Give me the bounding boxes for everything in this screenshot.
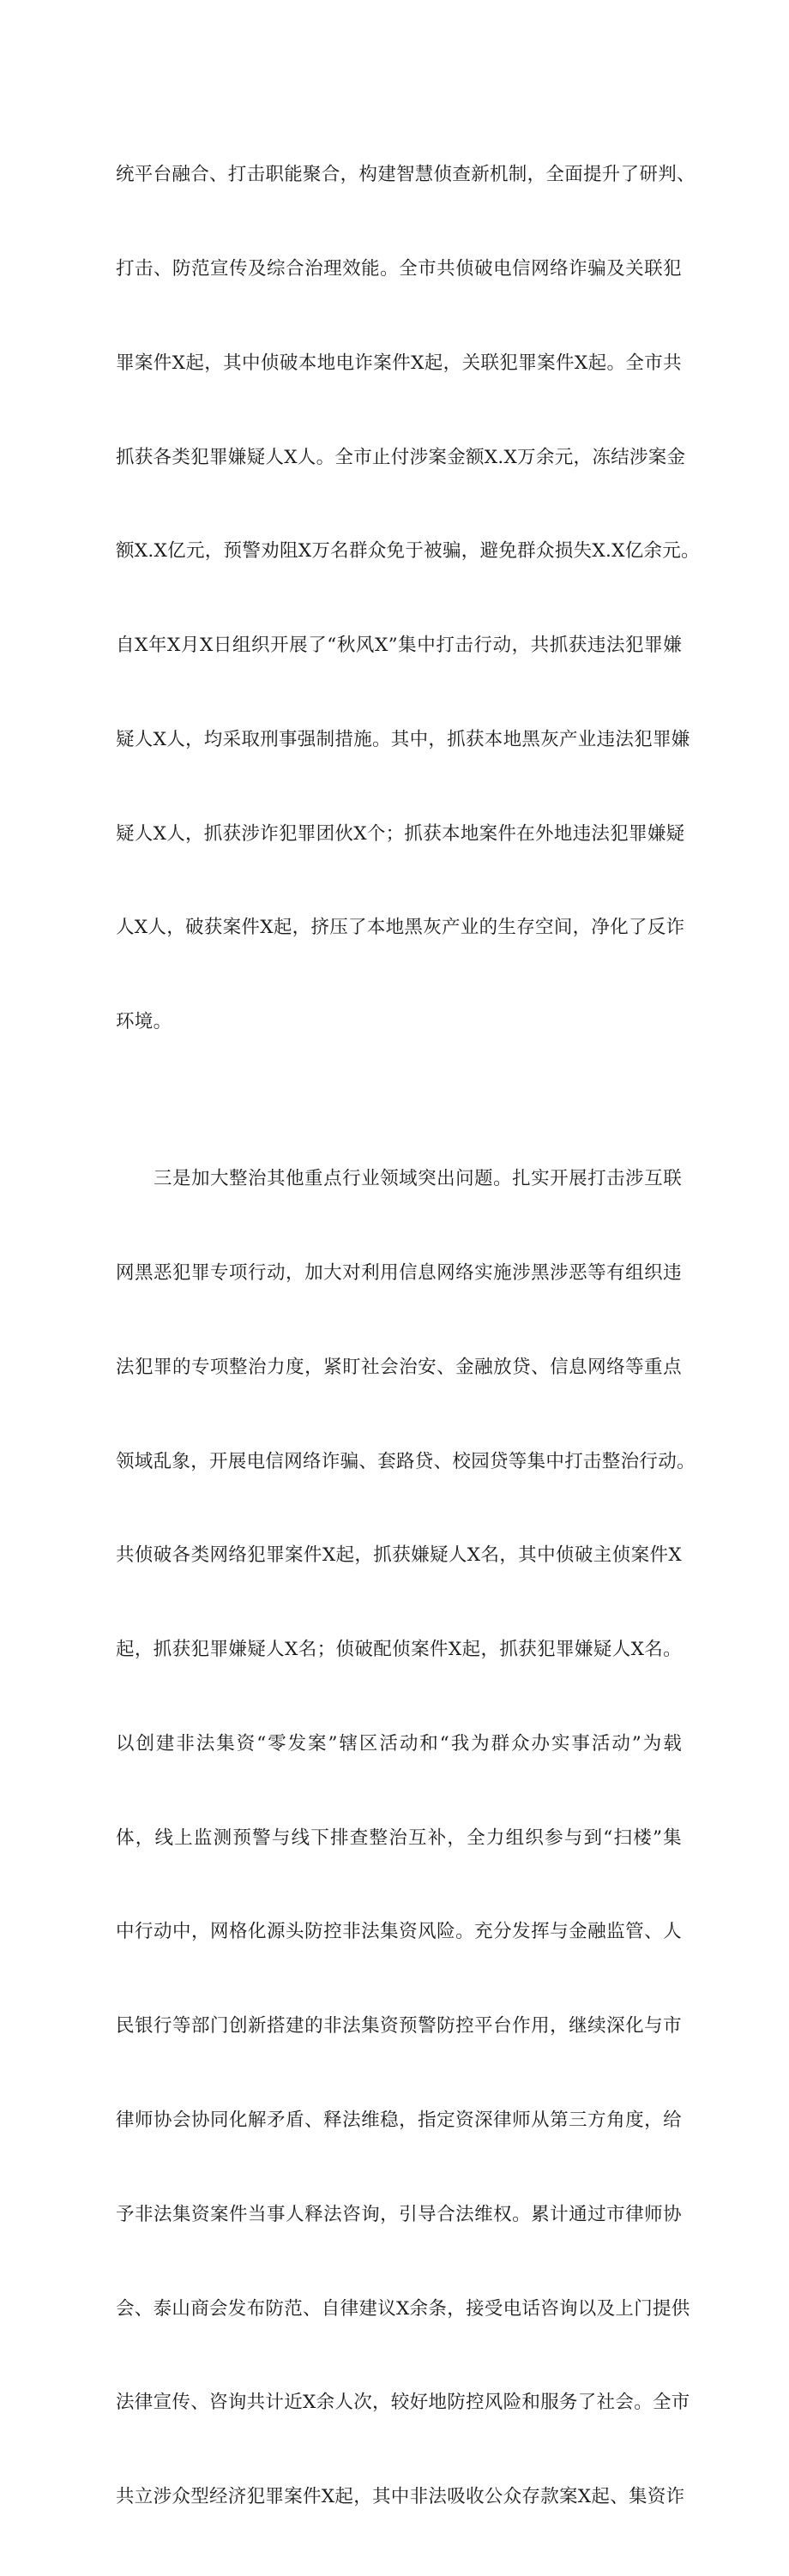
- text-line: 抓获各类犯罪嫌疑人X人。全市止付涉案金额X.X万余元，冻结涉案金: [116, 446, 686, 468]
- text-line: 人X人，破获案件X起，挤压了本地黑灰产业的生存空间，净化了反诈: [116, 917, 685, 939]
- text-line: 额X.X亿元，预警劝阻X万名群众免于被骗，避免群众损失X.X亿余元。: [116, 540, 700, 563]
- text-line: 罪案件X起，其中侦破本地电诈案件X起，关联犯罪案件X起。全市共: [116, 352, 682, 374]
- document-body: [116, 97, 700, 2576]
- text-line: 起，抓获犯罪嫌疑人X名；侦破配侦案件X起，抓获犯罪嫌疑人X名。: [116, 1639, 682, 1661]
- text-line: 统平台融合、打击职能聚合，构建智慧侦查新机制，全面提升了研判、: [116, 164, 696, 186]
- text-line: 共侦破各类网络犯罪案件X起，抓获嫌疑人X名，其中侦破主侦案件X: [116, 1544, 682, 1567]
- text-line: 以创建非法集资“零发案”辖区活动和“我为群众办实事活动”为载: [116, 1732, 682, 1754]
- text-line: 中行动中，网格化源头防控非法集资风险。充分发挥与金融监管、人: [116, 1921, 682, 1943]
- text-line: 网黑恶犯罪专项行动，加大对利用信息网络实施涉黑涉恶等有组织违: [116, 1261, 682, 1284]
- text-line: 予非法集资案件当事人释法咨询，引导合法维权。累计通过市律师协: [116, 2203, 682, 2225]
- text-line: 自X年X月X日组织开展了“秋风X”集中打击行动，共抓获违法犯罪嫌: [116, 635, 682, 657]
- text-line: 会、泰山商会发布防范、自律建议X余条，接受电话咨询以及上门提供: [116, 2297, 690, 2320]
- text-line: 律师协会协同化解矛盾、释法维稳，指定资深律师从第三方角度，给: [116, 2110, 682, 2131]
- text-line: 法律宣传、咨询共计近X余人次，较好地防控风险和服务了社会。全市: [116, 2392, 690, 2414]
- text-line: 环境。: [116, 1011, 172, 1033]
- text-line: 领域乱象，开展电信网络诈骗、套路贷、校园贷等集中打击整治行动。: [116, 1450, 696, 1472]
- text-line: 疑人X人，均采取刑事强制措施。其中，抓获本地黑灰产业违法犯罪嫌: [116, 728, 690, 750]
- paragraph-anti-fraud-results: [116, 97, 700, 1101]
- text-line: 民银行等部门创新搭建的非法集资预警防控平台作用，继续深化与市: [116, 2015, 682, 2037]
- paragraph-key-sector-rectification: [116, 1101, 696, 2576]
- text-line: 打击、防范宣传及综合治理效能。全市共侦破电信网络诈骗及关联犯: [116, 257, 682, 280]
- paragraph-heading-line: 三是加大整治其他重点行业领域突出问题。扎实开展打击涉互联: [154, 1168, 682, 1190]
- text-line: 体，线上监测预警与线下排查整治互补，全力组织参与到“扫楼”集: [116, 1827, 682, 1849]
- text-line: 法犯罪的专项整治力度，紧盯社会治安、金融放贷、信息网络等重点: [116, 1356, 682, 1378]
- text-line: 共立涉众型经济犯罪案件X起，其中非法吸收公众存款案X起、集资诈: [116, 2486, 685, 2508]
- text-line: 疑人X人，抓获涉诈犯罪团伙X个；抓获本地案件在外地违法犯罪嫌疑: [116, 822, 685, 845]
